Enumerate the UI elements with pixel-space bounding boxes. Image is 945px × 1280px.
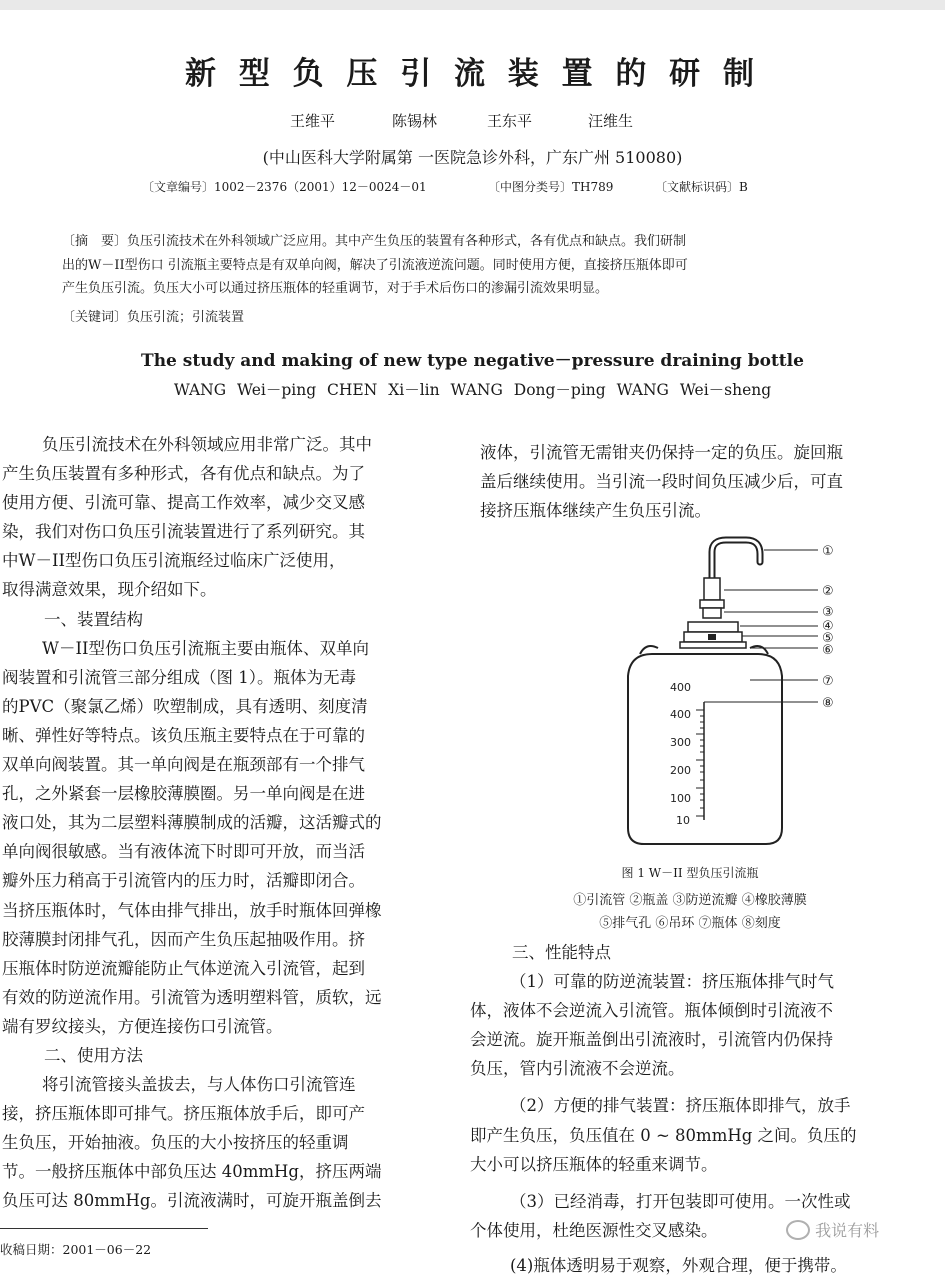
callout-2: ②: [822, 584, 834, 599]
body-line: 大小可以挤压瓶体的轻重来调节。: [470, 1154, 718, 1174]
footnote-rule: [0, 1228, 208, 1229]
hanging-ring: [640, 646, 658, 654]
bottle-cap: [688, 622, 738, 632]
body-line: 个体使用，杜绝医源性交叉感染。: [470, 1220, 718, 1240]
figure-caption: 图 1 W－II 型负压引流瓶: [621, 866, 759, 880]
class-number: 〔中图分类号〕TH789: [488, 180, 614, 194]
section-heading: 三、性能特点: [512, 943, 611, 962]
body-line: 端有罗纹接头，方便连接伤口引流管。: [2, 1016, 283, 1036]
body-line: 压瓶体时防逆流瓣能防止气体逆流入引流管，起到: [2, 958, 365, 978]
keywords: 〔关键词〕负压引流；引流装置: [62, 310, 245, 325]
callout-8: ⑧: [822, 696, 834, 711]
body-line: 的PVC（聚氯乙烯）吹塑制成，具有透明、刻度清: [2, 696, 368, 716]
callout-7: ⑦: [822, 674, 834, 689]
scale-label: 400: [670, 681, 691, 694]
scale-label: 10: [676, 814, 690, 827]
body-line: 体，液体不会逆流入引流管。瓶体倾倒时引流液不: [470, 1001, 833, 1021]
figure-legend-2: ⑤排气孔 ⑥吊环 ⑦瓶体 ⑧刻度: [599, 916, 781, 931]
english-authors: WANG Wei－ping CHEN Xi－lin WANG Dong－ping WANG Wei－sheng: [173, 381, 772, 399]
abstract: [62, 230, 882, 301]
body-line: 使用方便、引流可靠、提高工作效率，减少交叉感: [2, 493, 365, 513]
watermark: [786, 1218, 936, 1250]
body-line: 负压，管内引流液不会逆流。: [470, 1059, 685, 1079]
body-line: 胶薄膜封闭排气孔，因而产生负压起抽吸作用。挤: [2, 929, 365, 949]
callout-5: ⑤: [822, 631, 834, 646]
section-heading: 二、使用方法: [44, 1045, 143, 1065]
scale-label: 400: [670, 708, 691, 721]
body-line: 中W－II型伤口负压引流瓶经过临床广泛使用，: [2, 551, 346, 571]
watermark-text: 我说有料: [815, 1221, 880, 1240]
body-line: 盖后继续使用。当引流一段时间负压减少后，可直: [480, 472, 843, 492]
vent-hole: [708, 634, 716, 640]
body-line: 取得满意效果，现介绍如下。: [2, 580, 217, 600]
tube-connector: [704, 578, 720, 600]
body-line: (4)瓶体透明易于观察，外观合理，便于携带。: [510, 1255, 847, 1275]
right-column-top: [480, 438, 920, 525]
affiliation: (中山医科大学附属第 一医院急诊外科，广东广州 510080): [262, 148, 683, 167]
paper-title: 新 型 负 压 引 流 装 置 的 研 制: [185, 56, 760, 92]
body-line: 接挤压瓶体继续产生负压引流。: [480, 501, 711, 521]
body-line: 有效的防逆流作用。引流管为透明塑料管，质软，远: [2, 987, 382, 1007]
body-line: 晰、弹性好等特点。该负压瓶主要特点在于可靠的: [2, 725, 365, 745]
callout-4: ④: [822, 619, 834, 634]
article-number: 〔文章编号〕1002－2376（2001）12－0024－01: [142, 180, 427, 194]
scan-top-edge: [0, 0, 945, 10]
body-line: 液体，引流管无需钳夹仍保持一定的负压。旋回瓶: [480, 443, 843, 462]
left-column: [2, 430, 442, 1216]
body-line: 负压可达 80mmHg。引流液满时，可旋开瓶盖倒去: [2, 1191, 382, 1211]
callout-6: ⑥: [822, 643, 834, 658]
author-4: 汪维生: [588, 112, 634, 130]
bottle-body: [628, 654, 782, 844]
scale-label: 100: [670, 792, 691, 805]
drain-tube: [712, 540, 760, 578]
callout-3: ③: [822, 605, 834, 620]
drainage-bottle-figure: [600, 530, 860, 860]
body-line: （3）已经消毒，打开包装即可使用。一次性或: [510, 1191, 851, 1211]
body-line: 产生负压装置有多种形式，各有优点和缺点。为了: [2, 464, 365, 484]
section-heading: 一、装置结构: [44, 609, 143, 629]
abstract-line: 〔摘 要〕负压引流技术在外科领域广泛应用。其中产生负压的装置有各种形式，各有优点和缺点。我们研制: [62, 234, 687, 249]
body-line: 会逆流。旋开瓶盖倒出引流液时，引流管内仍保持: [470, 1030, 833, 1050]
body-line: 将引流管接头盖拔去，与人体伤口引流管连: [42, 1075, 356, 1095]
body-line: W－II型伤口负压引流瓶主要由瓶体、双单向: [42, 638, 369, 658]
body-line: （2）方便的排气装置：挤压瓶体即排气，放手: [510, 1096, 851, 1116]
document-code: 〔文献标识码〕B: [655, 180, 748, 194]
body-line: 液口处，其为二层塑料薄膜制成的活瓣，这活瓣式的: [2, 813, 382, 833]
callout-1: ①: [822, 544, 834, 559]
body-line: 瓣外压力稍高于引流管内的压力时，活瓣即闭合。: [2, 871, 365, 891]
english-title: The study and making of new type negative－pressure draining bottle: [141, 351, 804, 371]
body-line: 双单向阀装置。其一单向阀是在瓶颈部有一个排气: [2, 755, 365, 775]
abstract-line: 出的W－II型伤口 引流瓶主要特点是有双单向阀，解决了引流液逆流问题。同时使用方便，直接挤压瓶体即可: [62, 257, 688, 273]
body-line: 节。一般挤压瓶体中部负压达 40mmHg，挤压两端: [2, 1162, 382, 1182]
body-line: 负压引流技术在外科领域应用非常广泛。其中: [42, 435, 372, 454]
received-date: 收稿日期：2001－06－22: [0, 1242, 152, 1257]
body-line: 即产生负压，负压值在 0 ~ 80mmHg 之间。负压的: [470, 1125, 857, 1145]
scale-label: 200: [670, 764, 691, 777]
author-3: 王东平: [487, 112, 533, 130]
body-line: 阀装置和引流管三部分组成（图 1）。瓶体为无毒: [2, 667, 356, 687]
body-line: 单向阀很敏感。当有液体流下时即可开放，而当活: [2, 842, 365, 862]
body-line: （1）可靠的防逆流装置：挤压瓶体排气时气: [510, 972, 834, 992]
author-1: 王维平: [290, 112, 336, 130]
figure-legend-1: ①引流管 ②瓶盖 ③防逆流瓣 ④橡胶薄膜: [573, 893, 807, 908]
body-line: 当挤压瓶体时，气体由排气排出，放手时瓶体回弹橡: [2, 900, 382, 920]
body-line: 染，我们对伤口负压引流装置进行了系列研究。其: [2, 522, 365, 542]
body-line: 孔，之外紧套一层橡胶薄膜圈。另一单向阀是在进: [2, 784, 365, 804]
scale-label: 300: [670, 736, 691, 749]
body-line: 生负压，开始抽液。负压的大小按挤压的轻重调: [2, 1133, 349, 1153]
body-line: 接，挤压瓶体即可排气。挤压瓶体放手后，即可产: [2, 1104, 365, 1124]
author-2: 陈锡林: [392, 112, 438, 130]
watermark-icon: [786, 1220, 810, 1240]
abstract-line: 产生负压引流。负压大小可以通过挤压瓶体的轻重调节，对于手术后伤口的渗漏引流效果明显。: [62, 281, 609, 296]
